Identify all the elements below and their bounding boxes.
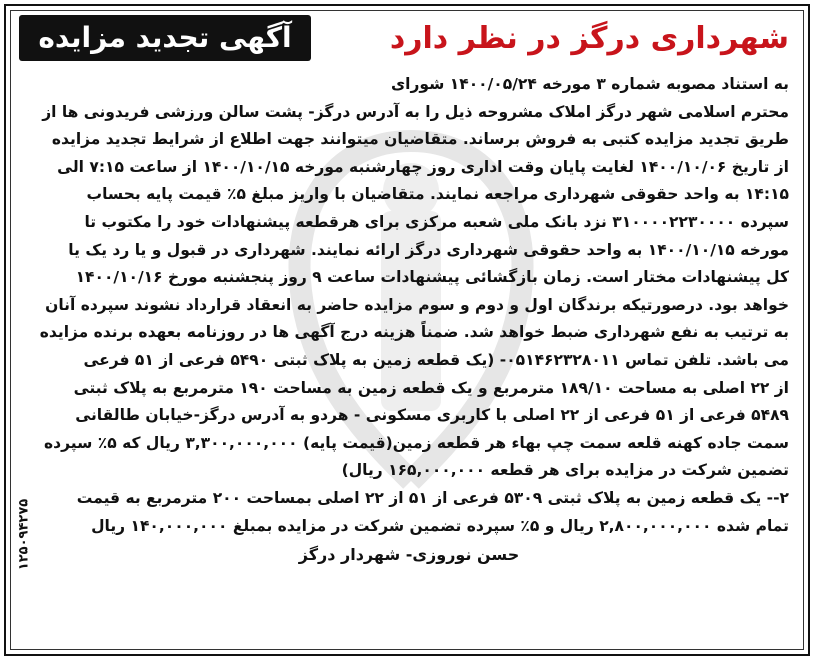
body-line: خواهد بود. درصورتیکه برندگان اول و دوم و سوم مزایده حاضر به انعقاد قرارداد نشوند سپرده آنان (45, 295, 789, 314)
announcement-header (11, 11, 803, 67)
body-line: به استناد مصوبه شماره ۳ مورخه ۱۴۰۰/۰۵/۲۴ شورای (390, 75, 789, 93)
body-line: مورخه ۱۴۰۰/۱۰/۱۵ به واحد حقوقی شهرداری درگز ارائه نمایند. شهرداری در قبول و یا رد یک یا (68, 240, 789, 259)
announcement-body (29, 71, 789, 570)
body-line: تمام شده ۲,۸۰۰,۰۰۰,۰۰۰ ریال و ۵٪ سپرده تضمین شرکت در مزایده بمبلغ ۱۴۰,۰۰۰,۰۰۰ ریال (91, 516, 789, 535)
body-line: طریق تجدید مزایده کتبی به فروش برساند. متقاضیان میتوانند جهت اطلاع از شرایط تجدید مزایده (51, 130, 789, 149)
announcement-frame (4, 4, 810, 656)
body-line: محترم اسلامی شهر درگز املاک مشروحه ذیل را به آدرس درگز- پشت سالن ورزشی فریدونی ها از (42, 102, 789, 121)
body-line: از ۲۲ اصلی به مساحت ۱۸۹/۱۰ مترمربع و یک قطعه زمین به مساحت ۱۹۰ مترمربع به پلاک ثبتی (73, 378, 789, 397)
body-line: به ترتیب به نفع شهرداری ضبط خواهد شد. ضمناً هزینه درج آگهی ها در روزنامه بعهده برنده مزایده (39, 323, 789, 342)
municipality-headline: شهرداری درگز در نظر دارد (389, 21, 789, 56)
body-line: ۵۴۸۹ فرعی از ۵۱ فرعی از ۲۲ اصلی با کاربری مسکونی - هردو به آدرس درگز-خیابان طالقانی (75, 406, 789, 425)
signature: حسن نوروزی- شهردار درگز (298, 545, 520, 565)
body-line: سپرده ۳۱۰۰۰۰۲۲۳۰۰۰۰ نزد بانک ملی شعبه مرکزی برای هرقطعه پیشنهادات خود را مکتوب تا (84, 212, 789, 231)
ad-code-text: ۱۲۵۰۹۴۲۷۵ (16, 498, 32, 571)
body-line: سمت جاده کهنه قلعه سمت چپ بهاء هر قطعه زمین(قیمت پایه) ۳,۳۰۰,۰۰۰,۰۰۰ ریال که ۵٪ سپرده (44, 433, 789, 452)
body-line: ۱۴:۱۵ به واحد حقوقی شهرداری مراجعه نمایند. متقاضیان با واریز مبلغ ۵٪ قیمت پایه بحساب (86, 185, 789, 204)
ad-code (16, 437, 33, 637)
body-line: ۲-- یک قطعه زمین به پلاک ثبتی ۵۳۰۹ فرعی از ۵۱ از ۲۲ اصلی بمساحت ۲۰۰ مترمربع به قیمت (76, 488, 789, 507)
body-line: از تاریخ ۱۴۰۰/۱۰/۰۶ لغایت پایان وقت اداری روز چهارشنبه مورخه ۱۴۰۰/۱۰/۱۵ از ساعت ۷:۱۵ الی (57, 157, 789, 176)
title-panel (19, 15, 311, 61)
body-line: کل پیشنهادات مختار است. زمان بازگشائی پیشنهادات ساعت ۹ روز پنجشنبه مورخ ۱۴۰۰/۱۰/۱۶ (75, 268, 789, 287)
announcement-title: آگهی تجدید مزایده (38, 21, 292, 54)
announcement-inner-border (10, 10, 804, 650)
body-line: می باشد. تلفن تماس ۰۵۱۴۶۲۳۲۸۰۱۱- (یک قطعه زمین به پلاک ثبتی ۵۴۹۰ فرعی از ۵۱ فرعی (83, 350, 789, 369)
body-line: تضمین شرکت در مزایده برای هر قطعه ۱۶۵,۰۰۰,۰۰۰ ریال) (341, 461, 789, 480)
